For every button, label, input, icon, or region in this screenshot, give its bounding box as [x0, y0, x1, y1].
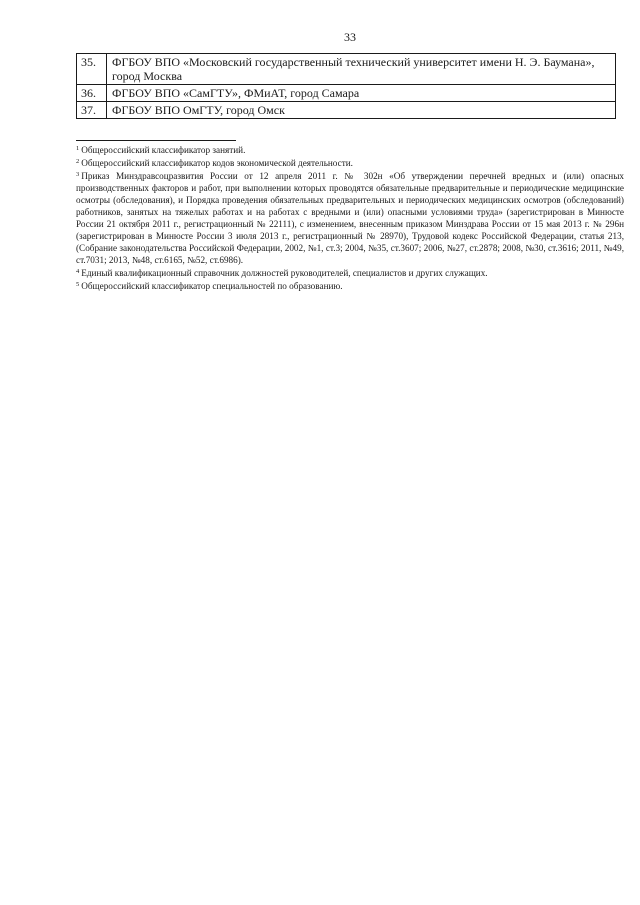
row-number: 37. — [77, 102, 107, 119]
footnote-text: Общероссийский классификатор кодов экономической деятельности. — [81, 158, 353, 168]
footnote-text: Общероссийский классификатор специальностей по образованию. — [81, 281, 343, 291]
footnote-text: Приказ Минздравсоцразвития России от 12 апреля 2011 г. № 302н «Об утверждении перечней вредных и (или) опасных производственных факторов и работ, при выполнении которых проводятся обязательные предварительные и периодические медицинские осмотры (обследования), и Порядка проведения обязательных предварительных и периодических медицинских осмотров (обследований) работников, занятых на тяжелых работах и на работах с вредными и (или) опасными условиями труда» (зарегистрирован в Минюсте России 21 октября 2011 г., регистрационный № 22111), с изменением, внесенным приказом Минздрава России от 15 мая 2013 г. № 296н (зарегистрирован в Минюсте России 3 июля 2013 г., регистрационный № 28970), Трудовой кодекс Российской Федерации, статья 213, (Собрание законодательства Российской Федерации, 2002, №1, ст.3; 2004, №35, ст.3607; 2006, №27, ст.2878; 2008, №30, ст.3616; 2011, №49, ст.7031; 2013, №48, ст.6165, №52, ст.6986). — [76, 171, 624, 265]
footnote-mark: 2 — [76, 158, 80, 165]
organization-name: ФГБОУ ВПО «СамГТУ», ФМиАТ, город Самара — [107, 85, 616, 102]
footnote — [76, 279, 624, 292]
footnote-mark: 1 — [76, 145, 80, 152]
table-row — [77, 102, 616, 119]
footnote-mark: 4 — [76, 268, 80, 275]
footnote-mark: 5 — [76, 281, 80, 288]
footnotes — [76, 143, 624, 292]
organization-name: ФГБОУ ВПО ОмГТУ, город Омск — [107, 102, 616, 119]
organizations-table — [76, 53, 616, 119]
footnote — [76, 266, 624, 279]
page-number: 33 — [344, 30, 356, 44]
footnote-text: Единый квалификационный справочник должностей руководителей, специалистов и других служащих. — [81, 268, 488, 278]
footnote — [76, 143, 624, 156]
row-number: 35. — [77, 54, 107, 85]
table-row — [77, 85, 616, 102]
row-number: 36. — [77, 85, 107, 102]
footnote — [76, 169, 624, 266]
table-row — [77, 54, 616, 85]
footnote-text: Общероссийский классификатор занятий. — [81, 145, 246, 155]
footnote-separator — [76, 140, 236, 141]
footnote — [76, 156, 624, 169]
organization-name: ФГБОУ ВПО «Московский государственный технический университет имени Н. Э. Баумана», город Москва — [107, 54, 616, 85]
footnote-mark: 3 — [76, 171, 80, 178]
